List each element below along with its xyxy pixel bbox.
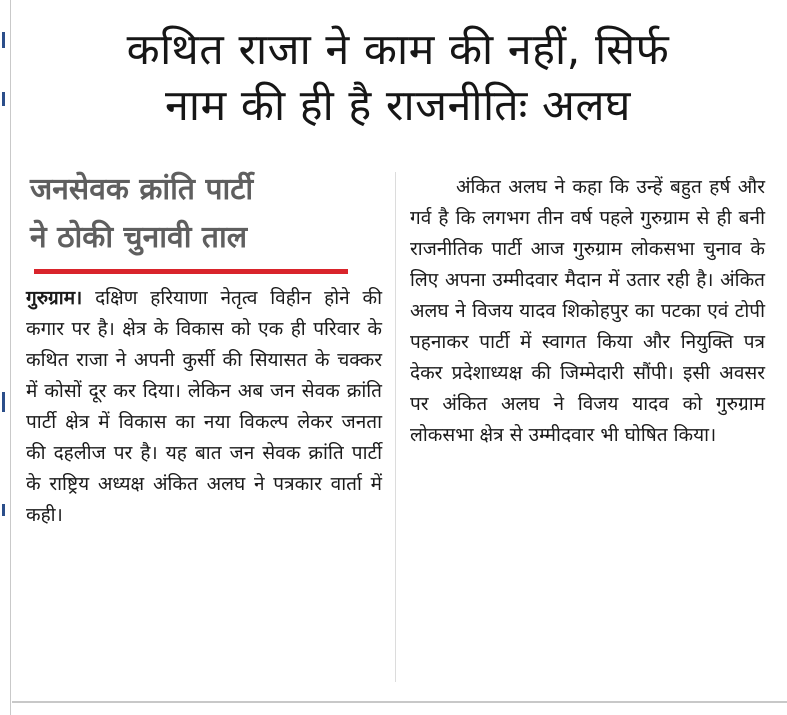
column-divider — [395, 172, 396, 682]
edge-ink-mark — [2, 392, 5, 412]
bottom-border — [12, 701, 787, 703]
edge-ink-mark — [2, 32, 5, 48]
adjacent-column-edge — [0, 0, 11, 715]
headline-line-2: नाम की ही है राजनीतिः अलघ — [165, 81, 631, 131]
right-column-text: अंकित अलघ ने कहा कि उन्हें बहुत हर्ष और गर्व है कि लगभग तीन वर्ष पहले गुरुग्राम से ही बनी राजनीतिक पार्टी आज गुरुग्राम लोकसभा चुनाव के लिए अपना उम्मीदवार मैदान में उतार रही है। अंकित अलघ ने विजय यादव शिकोहपुर का पटका एवं टोपी पहनाकर पार्टी में स्वागत किया और नियुक्ति पत्र देकर प्रदेशाध्यक्ष की जिम्मेदारी सौंपी। इसी अवसर पर अंकित अलघ ने विजय यादव को गुरुग्राम लोकसभा क्षेत्र से उम्मीदवार भी घोषित किया। — [410, 176, 765, 446]
article-column-left — [26, 283, 382, 531]
article-subheadline — [30, 166, 370, 262]
left-column-text: दक्षिण हरियाणा नेतृत्व विहीन होने की कगार पर है। क्षेत्र के विकास को एक ही परिवार के कथित राजा ने अपनी कुर्सी की सियासत के चक्कर में कोसों दूर कर दिया। लेकिन अब जन सेवक क्रांति पार्टी क्षेत्र में विकास का नया विकल्प लेकर जनता की दहलीज पर है। यह बात जन सेवक क्रांति पार्टी के राष्ट्रिय अध्यक्ष अंकित अलघ ने पत्रकार वार्ता में कही। — [26, 287, 383, 526]
headline-line-1: कथित राजा ने काम की नहीं, सिर्फ — [126, 25, 670, 75]
subheadline-line-1: जनसेवक क्रांति पार्टी — [30, 172, 254, 207]
edge-ink-mark — [2, 504, 5, 516]
article-column-right — [410, 172, 765, 451]
dateline: गुरुग्राम। — [26, 287, 83, 309]
left-column-paragraph — [26, 283, 382, 531]
subheadline-line-2: ने ठोकी चुनावी ताल — [30, 220, 248, 255]
edge-ink-mark — [2, 92, 5, 106]
subheadline-underline — [34, 269, 348, 274]
article-headline — [18, 22, 778, 134]
